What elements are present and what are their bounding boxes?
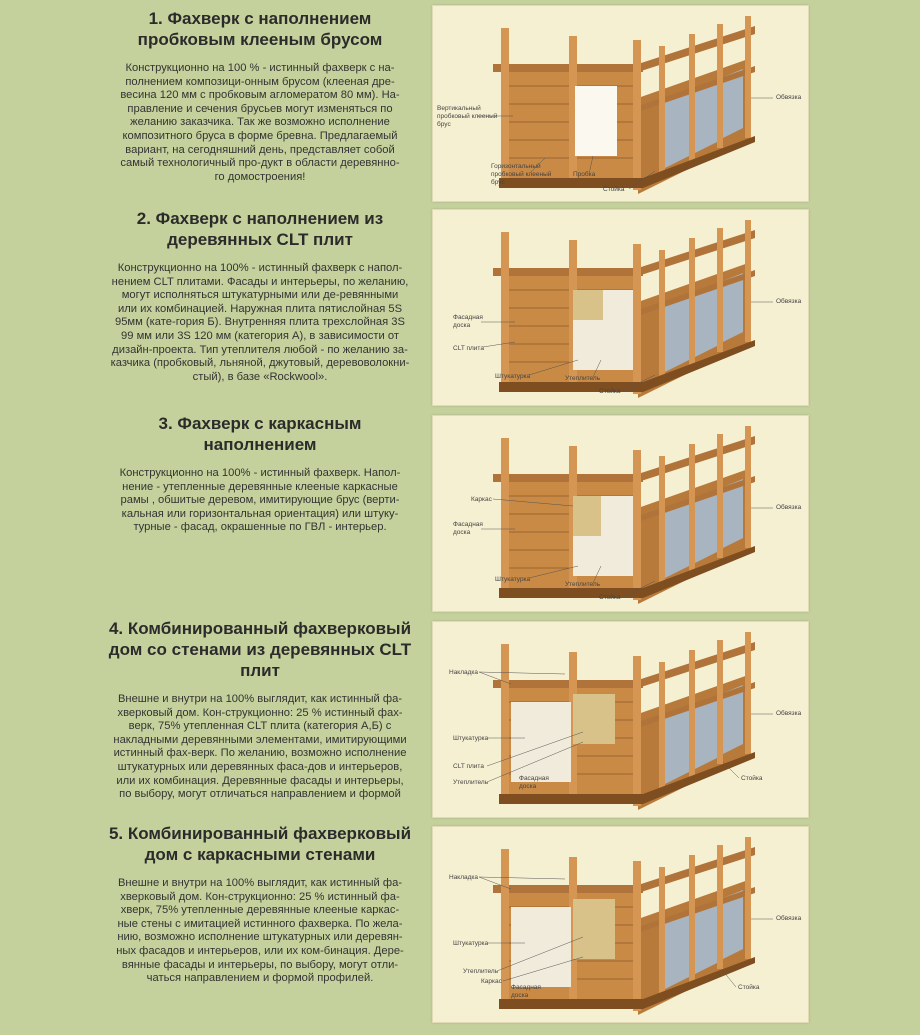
- diagram-label: Накладка: [449, 669, 479, 676]
- diagram-label: Штукатурка: [453, 940, 489, 947]
- diagram-card: [432, 415, 809, 612]
- diagram-label: Каркас: [471, 496, 492, 503]
- house-frame-diagram: [433, 622, 808, 817]
- house-frame-diagram: [433, 6, 808, 201]
- section-title: 5. Комбинированный фахверковый дом с каркасными стенами: [108, 824, 412, 864]
- insulation-infill: [573, 290, 603, 320]
- diagram-label: Стойка: [738, 984, 760, 991]
- house-frame-diagram: [433, 416, 808, 611]
- diagram-label: Стойка: [603, 186, 625, 193]
- diagram-label: доска: [519, 783, 537, 790]
- diagram-label: доска: [511, 992, 529, 999]
- section-1: [0, 0, 920, 205]
- diagram-label: Утеплитель: [565, 581, 601, 588]
- diagram-label: Обвязка: [776, 94, 802, 101]
- diagram-label: CLT плита: [453, 345, 484, 352]
- diagram-label: Утеплитель: [453, 779, 489, 786]
- diagram-label: пробковый клееный: [491, 171, 552, 178]
- insulation-infill: [573, 496, 601, 536]
- diagram-label: Обвязка: [776, 504, 802, 511]
- diagram-label: CLT плита: [453, 763, 484, 770]
- diagram-label: Фасадная: [453, 314, 483, 321]
- diagram-label: Фасадная: [453, 521, 483, 528]
- diagram-label: Горизонтальный: [491, 163, 541, 170]
- diagram-card: [432, 5, 809, 202]
- section-description: Конструкционно на 100% - истинный фахверк. Напол- нение - утепленные деревянные клееные каркасные рамы , обшитые деревом, имитирующие брус (верти- кальная или горизонтальная ориентация) или штуку- турные - фасад, окрашенные по ГВЛ - интерьер.: [119, 467, 401, 534]
- plaster-infill: [511, 702, 571, 782]
- diagram-label: Штукатурка: [495, 373, 531, 380]
- section-description: Конструкционно на 100 % - истинный фахверк с на- полнением композици-онным брусом (клееная дре- весина 120 мм с пробковым агломератом 80 мм). На- правление и сечения брусьев могут изменяться по желанию заказчика. Так же возможно исполнение композитного бруса в форме бревна. Предлагаемый вариант, на сегодняшний день, представляет собой самый технологичный про-дукт в области деревянно- го домостроения!: [120, 62, 400, 183]
- section-description: Внешне и внутри на 100% выглядит, как истинный фа- хверковый дом. Кон-струкционно: 25 % истинный фах- верк, 75% утепленная CLT плита (категория А,Б) с накладными деревянными элементами, имитирующими истинный фах-верк. По желанию, возможно исполнение штукатурных или деревянных фаса-дов и интерьеров, или их комбинация. Деревянные фасады и интерьеры, по выбору, могут отличаться направлением и формой: [113, 693, 407, 801]
- diagram-label: брус: [437, 121, 451, 128]
- insulation-infill: [573, 899, 615, 959]
- diagram-card: [432, 826, 809, 1023]
- diagram-label: Обвязка: [776, 298, 802, 305]
- diagram-label: Обвязка: [776, 915, 802, 922]
- section-title: 3. Фахверк с каркасным наполнением: [158, 414, 362, 454]
- section-title: 2. Фахверк с наполнением из деревянных CLT плит: [136, 209, 384, 249]
- diagram-label: Накладка: [449, 874, 479, 881]
- house-frame-diagram: [433, 827, 808, 1022]
- diagram-label: Каркас: [481, 978, 502, 985]
- diagram-label: Стойка: [599, 594, 621, 601]
- diagram-label: Пробка: [573, 171, 596, 178]
- diagram-label: Утеплитель: [463, 968, 499, 975]
- diagram-label: Штукатурка: [495, 576, 531, 583]
- cork-cutout: [575, 86, 617, 156]
- section-4: [0, 615, 920, 820]
- diagram-label: Фасадная: [519, 775, 549, 782]
- diagram-label: брус: [491, 179, 505, 186]
- section-description: Внешне и внутри на 100% выглядит, как истинный фа- хверковый дом. Кон-струкционно: 25 % истинный фа- хверк, 75% утепленные деревянные клееные каркас- ные стены с имитацией истинного фахверка. По жела- нию, возможно исполнение штукатурных или деревян- ных фасадов и интерьеров, или их ком-бинация. Дере- вянные фасады и интерьеры, по выбору, могут отли- чаться направлением и формой профилей.: [116, 877, 404, 985]
- section-title: 1. Фахверк с наполнением пробковым клееным брусом: [137, 9, 383, 49]
- diagram-card: [432, 209, 809, 406]
- diagram-label: Утеплитель: [565, 375, 601, 382]
- diagram-label: пробковый клееный: [437, 113, 498, 120]
- diagram-label: Стойка: [599, 388, 621, 395]
- section-description: Конструкционно на 100% - истинный фахверк с напол- нением CLT плитами. Фасады и интерьеры, по желанию, могут исполняться штукатурными или де-ревянными или их комбинацией. Наружная плита пятислойная 5S 95мм (кате-гория Б). Внутренняя плита трехслойная 3S 99 мм или 3S 120 мм (категория А), в зависимости от дизайн-проекта. Тип утеплителя любой - по желанию за- казчика (пробковый, льняной, джутовый, деревоволокни- стый), в базе «Rockwool».: [110, 262, 410, 383]
- diagram-card: [432, 621, 809, 818]
- diagram-label: доска: [453, 322, 471, 329]
- diagram-label: доска: [453, 529, 471, 536]
- diagram-label: Штукатурка: [453, 735, 489, 742]
- diagram-label: Обвязка: [776, 710, 802, 717]
- insulation-infill: [573, 694, 615, 744]
- diagram-label: Вертикальный: [437, 105, 481, 112]
- section-5: [0, 820, 920, 1035]
- section-title: 4. Комбинированный фахверковый дом со стенами из деревянных CLT плит: [108, 619, 412, 680]
- section-3: [0, 410, 920, 615]
- diagram-label: Фасадная: [511, 984, 541, 991]
- house-frame-diagram: [433, 210, 808, 405]
- section-2: [0, 205, 920, 410]
- plaster-infill: [511, 907, 571, 987]
- diagram-label: Стойка: [741, 775, 763, 782]
